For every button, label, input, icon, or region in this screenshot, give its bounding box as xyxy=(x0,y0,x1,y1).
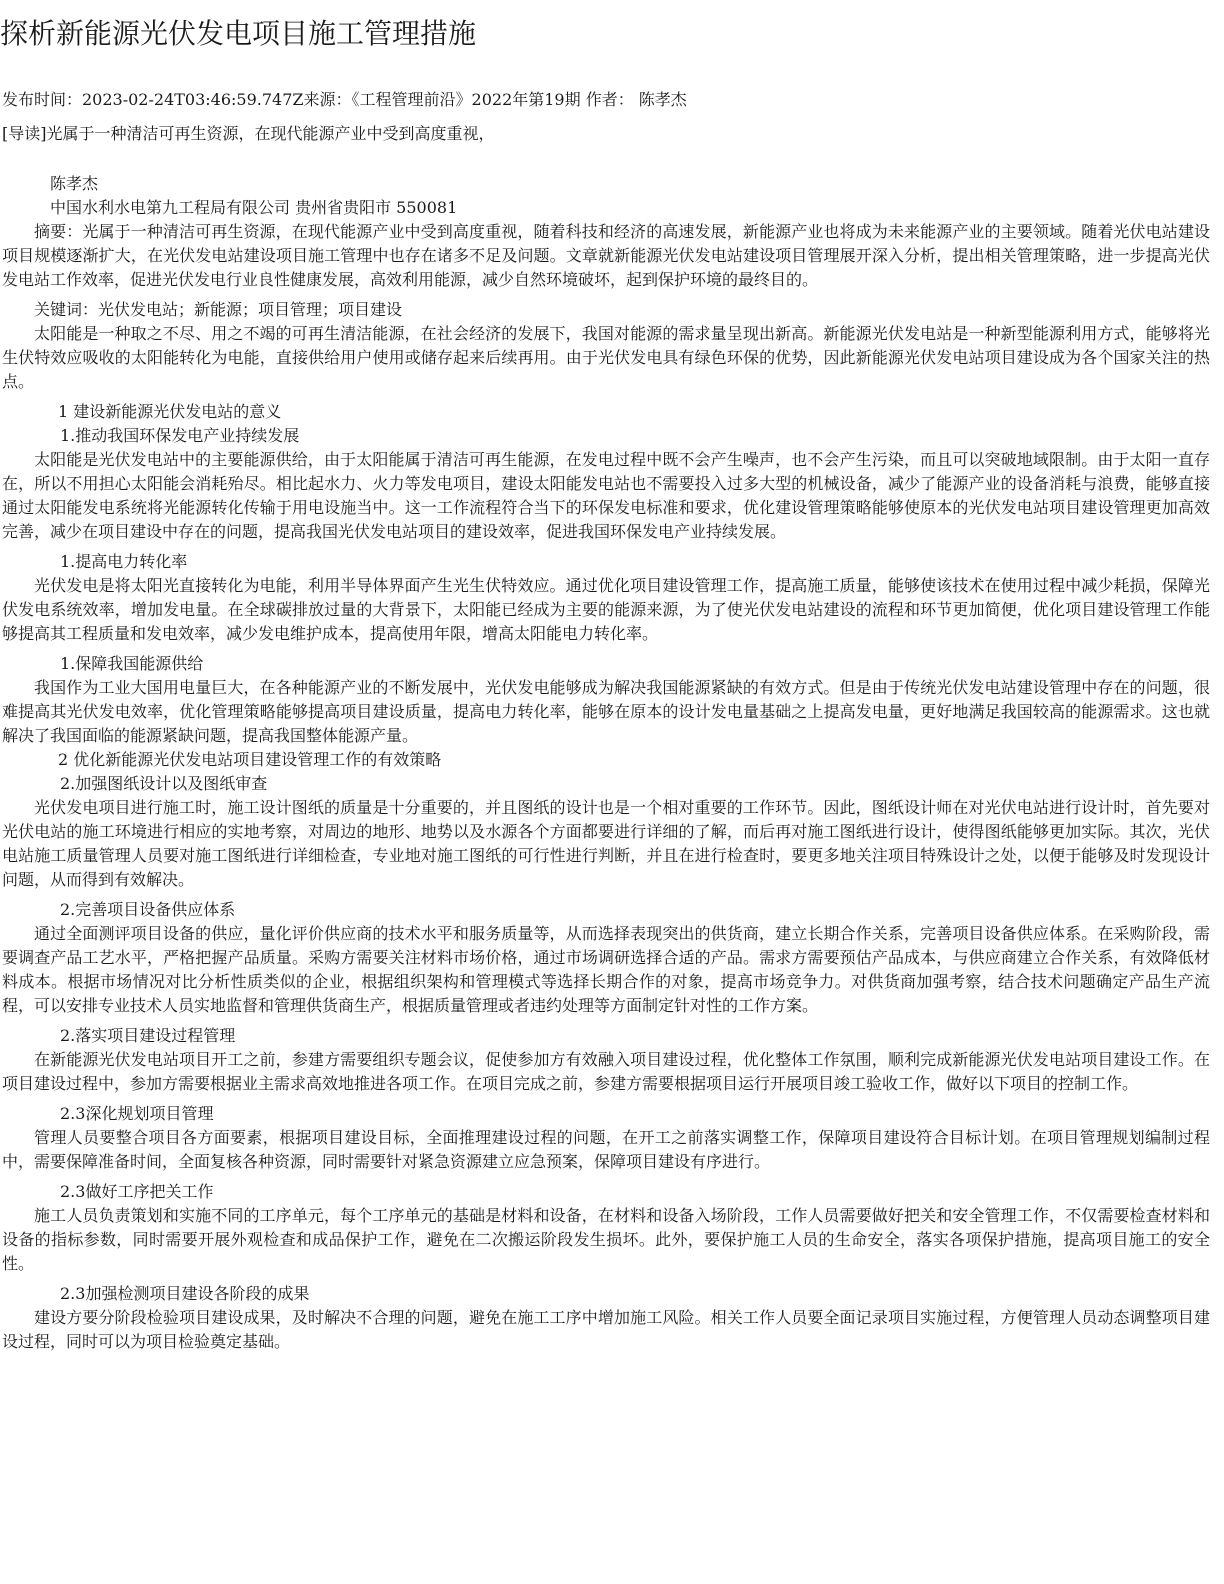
subsection-2-3-paragraph: 在新能源光伏发电站项目开工之前，参建方需要组织专题会议，促使参加方有效融入项目建设过程，优化整体工作氛围，顺利完成新能源光伏发电站项目建设工作。在项目建设过程中，参加方需要根据业主需求高效地推进各项工作。在项目完成之前，参建方需要根据项目运行开展项目竣工验收工作，做好以下项目的控制工作。 xyxy=(2,1050,1210,1093)
article-body xyxy=(2,172,1210,1354)
author-name: 陈孝杰 xyxy=(50,174,99,193)
abstract-paragraph: 摘要：光属于一种清洁可再生资源，在现代能源产业中受到高度重视，随着科技和经济的高速发展，新能源产业也将成为未来能源产业的主要领域。随着光伏电站建设项目规模逐渐扩大，在光伏发电站建设项目施工管理中也存在诸多不足及问题。文章就新能源光伏发电站建设项目管理展开深入分析，提出相关管理策略，进一步提高光伏发电站工作效率，促进光伏发电行业良性健康发展，高效利用能源，减少自然环境破坏，起到保护环境的最终目的。 xyxy=(2,222,1210,289)
article-title: 探析新能源光伏发电项目施工管理措施 xyxy=(0,17,477,50)
publication-meta: 发布时间：2023-02-24T03:46:59.747Z来源：《工程管理前沿》2022年第19期 作者： 陈孝杰 xyxy=(2,90,687,109)
subsection-2-5-paragraph: 施工人员负责策划和实施不同的工序单元，每个工序单元的基础是材料和设备，在材料和设备入场阶段，工作人员需要做好把关和安全管理工作，不仅需要检查材料和设备的指标参数，同时需要开展外观检查和成品保护工作，避免在二次搬运阶段发生损坏。此外，要保护施工人员的生命安全，落实各项保护措施，提高项目施工的安全性。 xyxy=(2,1206,1210,1273)
keywords-line: 关键词：光伏发电站；新能源；项目管理；项目建设 xyxy=(34,300,403,319)
subsection-2-1-heading: 2.加强图纸设计以及图纸审查 xyxy=(60,774,268,793)
subsection-1-1-heading: 1.推动我国环保发电产业持续发展 xyxy=(60,426,300,445)
subsection-2-3-heading: 2.落实项目建设过程管理 xyxy=(60,1026,236,1045)
subsection-2-4-paragraph: 管理人员要整合项目各方面要素，根据项目建设目标，全面推理建设过程的问题，在开工之前落实调整工作，保障项目建设符合目标计划。在项目管理规划编制过程中，需要保障准备时间，全面复核各种资源，同时需要针对紧急资源建立应急预案，保障项目建设有序进行。 xyxy=(2,1128,1210,1171)
section-2-heading: 2 优化新能源光伏发电站项目建设管理工作的有效策略 xyxy=(58,750,442,769)
subsection-1-3-heading: 1.保障我国能源供给 xyxy=(60,654,204,673)
subsection-1-3-paragraph: 我国作为工业大国用电量巨大，在各种能源产业的不断发展中，光伏发电能够成为解决我国能源紧缺的有效方式。但是由于传统光伏发电站建设管理中存在的问题，很难提高其光伏发电效率，优化管理策略能够提高项目建设质量，提高电力转化率，能够在原本的设计发电量基础之上提高发电量，更好地满足我国较高的能源需求。这也就解决了我国面临的能源紧缺问题，提高我国整体能源产量。 xyxy=(2,678,1210,745)
subsection-1-2-paragraph: 光伏发电是将太阳光直接转化为电能，利用半导体界面产生光生伏特效应。通过优化项目建设管理工作，提高施工质量，能够使该技术在使用过程中减少耗损，保障光伏发电系统效率，增加发电量。在全球碳排放过量的大背景下，太阳能已经成为主要的能源来源，为了使光伏发电站建设的流程和环节更加简便，优化项目建设管理工作能够提高其工程质量和发电效率，减少发电维护成本，提高使用年限，增高太阳能电力转化率。 xyxy=(2,576,1210,643)
subsection-2-2-heading: 2.完善项目设备供应体系 xyxy=(60,900,236,919)
subsection-1-2-heading: 1.提高电力转化率 xyxy=(60,552,188,571)
subsection-2-6-heading: 2.3加强检测项目建设各阶段的成果 xyxy=(60,1284,310,1303)
subsection-2-1-paragraph: 光伏发电项目进行施工时，施工设计图纸的质量是十分重要的，并且图纸的设计也是一个相对重要的工作环节。因此，图纸设计师在对光伏电站进行设计时，首先要对光伏电站的施工环境进行相应的实地考察，对周边的地形、地势以及水源各个方面都要进行详细的了解，而后再对施工图纸进行设计，使得图纸能够更加实际。其次，光伏电站施工质量管理人员要对施工图纸进行详细检查，专业地对施工图纸的可行性进行判断，并且在进行检查时，要更多地关注项目特殊设计之处，以便于能够及时发现设计问题，从而得到有效解决。 xyxy=(2,798,1210,889)
subsection-1-1-paragraph: 太阳能是光伏发电站中的主要能源供给，由于太阳能属于清洁可再生能源，在发电过程中既不会产生噪声，也不会产生污染，而且可以突破地域限制。由于太阳一直存在，所以不用担心太阳能会消耗殆尽。相比起水力、火力等发电项目，建设太阳能发电站也不需要投入过多大型的机械设备，减少了能源产业的设备消耗与浪费，能够直接通过太阳能发电系统将光能源转化传输于用电设施当中。这一工作流程符合当下的环保发电标准和要求，优化建设管理策略能够使原本的光伏发电站项目建设管理更加高效完善，减少在项目建设中存在的问题，提高我国光伏发电站项目的建设效率，促进我国环保发电产业持续发展。 xyxy=(2,450,1210,541)
subsection-2-4-heading: 2.3深化规划项目管理 xyxy=(60,1104,214,1123)
section-1-heading: 1 建设新能源光伏发电站的意义 xyxy=(58,402,282,421)
subsection-2-6-paragraph: 建设方要分阶段检验项目建设成果，及时解决不合理的问题，避免在施工工序中增加施工风险。相关工作人员要全面记录项目实施过程，方便管理人员动态调整项目建设过程，同时可以为项目检验奠定基础。 xyxy=(2,1308,1210,1351)
author-affiliation: 中国水利水电第九工程局有限公司 贵州省贵阳市 550081 xyxy=(50,198,458,217)
subsection-2-2-paragraph: 通过全面测评项目设备的供应，量化评价供应商的技术水平和服务质量等，从而选择表现突出的供货商，建立长期合作关系，完善项目设备供应体系。在采购阶段，需要调查产品工艺水平，严格把握产品质量。采购方需要关注材料市场价格，通过市场调研选择合适的产品。需求方需要预估产品成本，与供应商建立合作关系，有效降低材料成本。根据市场情况对比分析性质类似的企业，根据组织架构和管理模式等选择长期合作的对象，提高市场竞争力。对供货商加强考察，结合技术问题确定产品生产流程，可以安排专业技术人员实地监督和管理供货商生产，根据质量管理或者违约处理等方面制定针对性的工作方案。 xyxy=(2,924,1210,1015)
subsection-2-5-heading: 2.3做好工序把关工作 xyxy=(60,1182,214,1201)
lead-summary: [导读]光属于一种清洁可再生资源，在现代能源产业中受到高度重视， xyxy=(2,124,495,143)
intro-paragraph: 太阳能是一种取之不尽、用之不竭的可再生清洁能源，在社会经济的发展下，我国对能源的需求量呈现出新高。新能源光伏发电站是一种新型能源利用方式，能够将光生伏特效应吸收的太阳能转化为电能，直接供给用户使用或储存起来后续再用。由于光伏发电具有绿色环保的优势，因此新能源光伏发电站项目建设成为各个国家关注的热点。 xyxy=(2,324,1210,391)
